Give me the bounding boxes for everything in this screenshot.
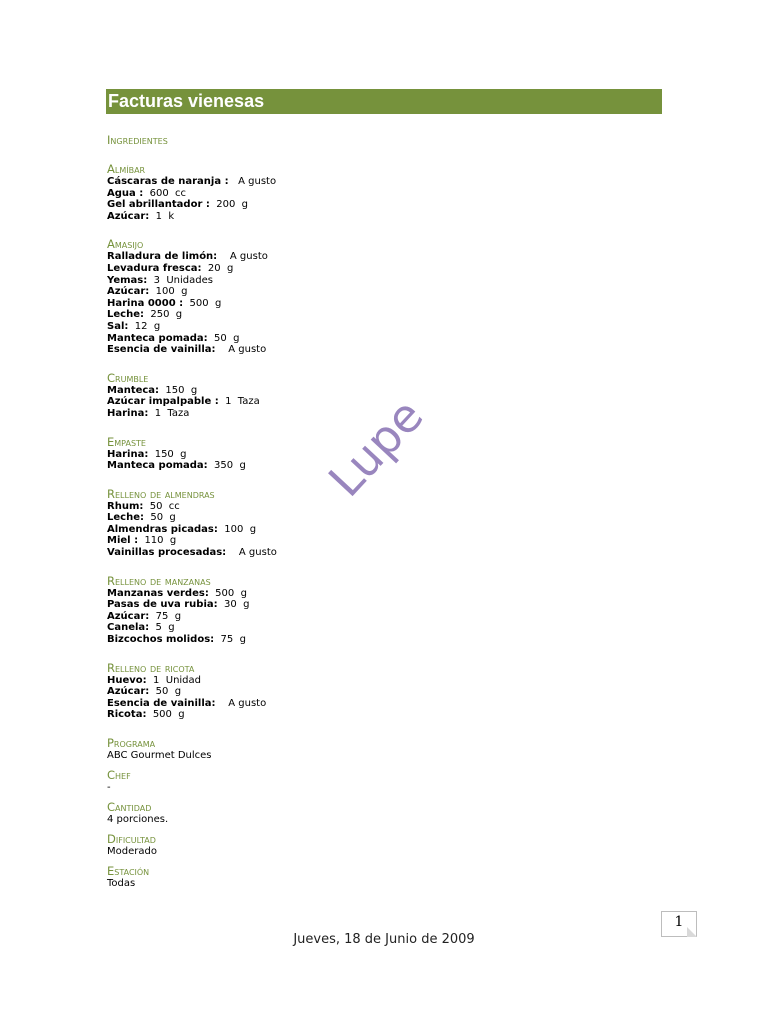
section-heading: Empaste <box>107 434 146 449</box>
ingredient-value: 1 Unidad <box>153 674 202 686</box>
section-heading: Relleno de almendras <box>107 486 215 501</box>
ingredient-line <box>107 675 667 687</box>
ingredients-heading: Ingredientes <box>107 133 168 147</box>
ingredient-value: 1 k <box>155 210 175 222</box>
meta-value: - <box>107 782 111 793</box>
ingredient-label: Huevo: <box>107 674 147 686</box>
meta-value: Todas <box>107 878 136 889</box>
ingredient-label: Bizcochos molidos: <box>107 634 215 646</box>
meta-field <box>107 864 667 890</box>
section-heading: Crumble <box>107 370 149 385</box>
ingredient-line <box>107 211 667 223</box>
ingredient-value: 110 g <box>144 535 177 547</box>
ingredient-value: A gusto <box>238 176 277 187</box>
ingredient-line <box>107 547 667 559</box>
ingredient-separator <box>229 176 239 187</box>
ingredient-value: 1 Taza <box>154 407 190 419</box>
ingredient-line <box>107 309 667 321</box>
ingredient-value: 250 g <box>150 309 183 321</box>
ingredient-value: 150 g <box>165 384 198 396</box>
meta-label: Estación <box>107 864 150 878</box>
ingredient-label: Gel abrillantador : <box>107 199 210 211</box>
ingredient-label: Leche: <box>107 309 144 321</box>
ingredient-line <box>107 263 667 275</box>
recipe-meta <box>107 736 667 890</box>
ingredient-value: 1 Taza <box>225 396 260 408</box>
ingredient-line <box>107 321 667 333</box>
ingredient-label: Manteca: <box>107 384 160 396</box>
ingredient-value: A gusto <box>228 697 267 709</box>
ingredient-line <box>107 698 667 710</box>
ingredient-line <box>107 512 667 524</box>
ingredient-value: 500 g <box>189 297 222 309</box>
ingredient-section <box>107 487 667 559</box>
ingredient-line <box>107 501 667 513</box>
ingredient-value: 12 g <box>134 320 161 332</box>
ingredient-value: 350 g <box>214 460 246 472</box>
ingredient-line <box>107 176 667 188</box>
ingredient-value: A gusto <box>228 344 267 356</box>
ingredient-label: Azúcar: <box>107 610 150 622</box>
meta-field <box>107 832 667 858</box>
ingredient-line <box>107 611 667 623</box>
ingredient-label: Cáscaras de naranja : <box>107 176 229 187</box>
ingredient-line <box>107 634 667 646</box>
ingredient-label: Harina 0000 : <box>107 297 184 309</box>
ingredient-value: 50 g <box>155 686 182 698</box>
section-heading: Relleno de ricota <box>107 660 195 675</box>
ingredient-label: Levadura fresca: <box>107 262 202 274</box>
section-heading: Almíbar <box>107 162 146 176</box>
ingredient-line <box>107 251 667 263</box>
ingredient-label: Sal: <box>107 320 129 332</box>
ingredient-line <box>107 333 667 345</box>
ingredient-section <box>107 574 667 646</box>
ingredient-value: 5 g <box>155 622 175 634</box>
ingredient-value: 50 cc <box>149 500 180 512</box>
meta-label: Programa <box>107 736 156 750</box>
meta-value: Moderado <box>107 846 157 857</box>
ingredient-value: A gusto <box>238 547 277 559</box>
ingredient-label: Esencia de vainilla: <box>107 344 216 356</box>
watermark-text: Lupe <box>318 388 434 507</box>
ingredient-value: 150 g <box>154 448 187 460</box>
meta-value: ABC Gourmet Dulces <box>107 750 212 761</box>
footer-date: Jueves, 18 de Junio de 2009 <box>293 932 475 947</box>
ingredient-line <box>107 599 667 611</box>
ingredient-value: 100 g <box>155 286 188 298</box>
ingredient-label: Manteca pomada: <box>107 332 208 344</box>
ingredient-label: Harina: <box>107 407 149 419</box>
ingredient-label: Vainillas procesadas: <box>107 547 227 559</box>
ingredient-label: Pasas de uva rubia: <box>107 599 218 611</box>
ingredient-value: 30 g <box>223 599 250 611</box>
recipe-content <box>107 133 667 890</box>
ingredient-section <box>107 661 667 721</box>
ingredient-line <box>107 588 667 600</box>
ingredient-value: 20 g <box>207 262 234 274</box>
ingredient-label: Manzanas verdes: <box>107 587 209 599</box>
meta-label: Dificultad <box>107 832 156 846</box>
ingredient-line <box>107 622 667 634</box>
meta-value: 4 porciones. <box>107 814 169 825</box>
ingredient-value: 50 g <box>214 332 240 344</box>
ingredient-label: Leche: <box>107 512 144 524</box>
ingredient-label: Azúcar: <box>107 210 150 222</box>
ingredient-label: Yemas: <box>107 274 148 286</box>
ingredient-line <box>107 275 667 287</box>
ingredient-label: Rhum: <box>107 500 144 512</box>
page-number: 1 <box>674 914 684 930</box>
meta-field <box>107 736 667 762</box>
ingredient-separator <box>216 344 229 355</box>
ingredient-label: Agua : <box>107 187 144 199</box>
ingredient-label: Manteca pomada: <box>107 460 208 472</box>
ingredient-section <box>107 162 667 222</box>
ingredient-label: Ralladura de limón: <box>107 251 218 263</box>
section-heading: Amasijo <box>107 237 144 252</box>
ingredient-separator <box>217 251 230 262</box>
ingredient-line <box>107 686 667 698</box>
ingredient-value: 100 g <box>224 523 257 535</box>
ingredient-value: 50 g <box>150 512 176 524</box>
ingredient-value: 500 g <box>152 709 185 721</box>
meta-label: Cantidad <box>107 800 152 814</box>
ingredient-value: 75 g <box>220 634 246 646</box>
ingredient-line <box>107 709 667 721</box>
ingredient-label: Azúcar: <box>107 286 150 298</box>
ingredient-line <box>107 188 667 200</box>
ingredient-label: Miel : <box>107 535 139 547</box>
ingredient-value: 3 Unidades <box>153 274 213 286</box>
ingredient-label: Almendras picadas: <box>107 523 218 535</box>
meta-field <box>107 768 667 794</box>
ingredient-line <box>107 535 667 547</box>
ingredient-label: Azúcar: <box>107 686 150 698</box>
ingredient-section <box>107 237 667 355</box>
ingredient-value: 75 g <box>155 610 182 622</box>
ingredient-value: 500 g <box>215 587 247 599</box>
ingredient-value: 600 cc <box>149 187 187 199</box>
ingredient-line <box>107 298 667 310</box>
ingredient-line <box>107 524 667 536</box>
ingredient-line <box>107 199 667 211</box>
ingredient-label: Azúcar impalpable : <box>107 396 219 408</box>
section-heading: Relleno de manzanas <box>107 573 211 588</box>
ingredient-label: Harina: <box>107 448 149 460</box>
ingredient-line <box>107 344 667 356</box>
ingredient-line <box>107 286 667 298</box>
ingredient-value: 200 g <box>216 199 249 211</box>
ingredient-label: Esencia de vainilla: <box>107 697 216 709</box>
ingredient-value: A gusto <box>229 251 268 263</box>
recipe-title: Facturas vienesas <box>106 89 662 114</box>
ingredient-separator <box>226 547 239 558</box>
meta-label: Chef <box>107 768 131 782</box>
ingredient-label: Ricota: <box>107 709 147 721</box>
ingredient-label: Canela: <box>107 622 150 634</box>
meta-field <box>107 800 667 826</box>
ingredient-separator <box>216 698 229 709</box>
